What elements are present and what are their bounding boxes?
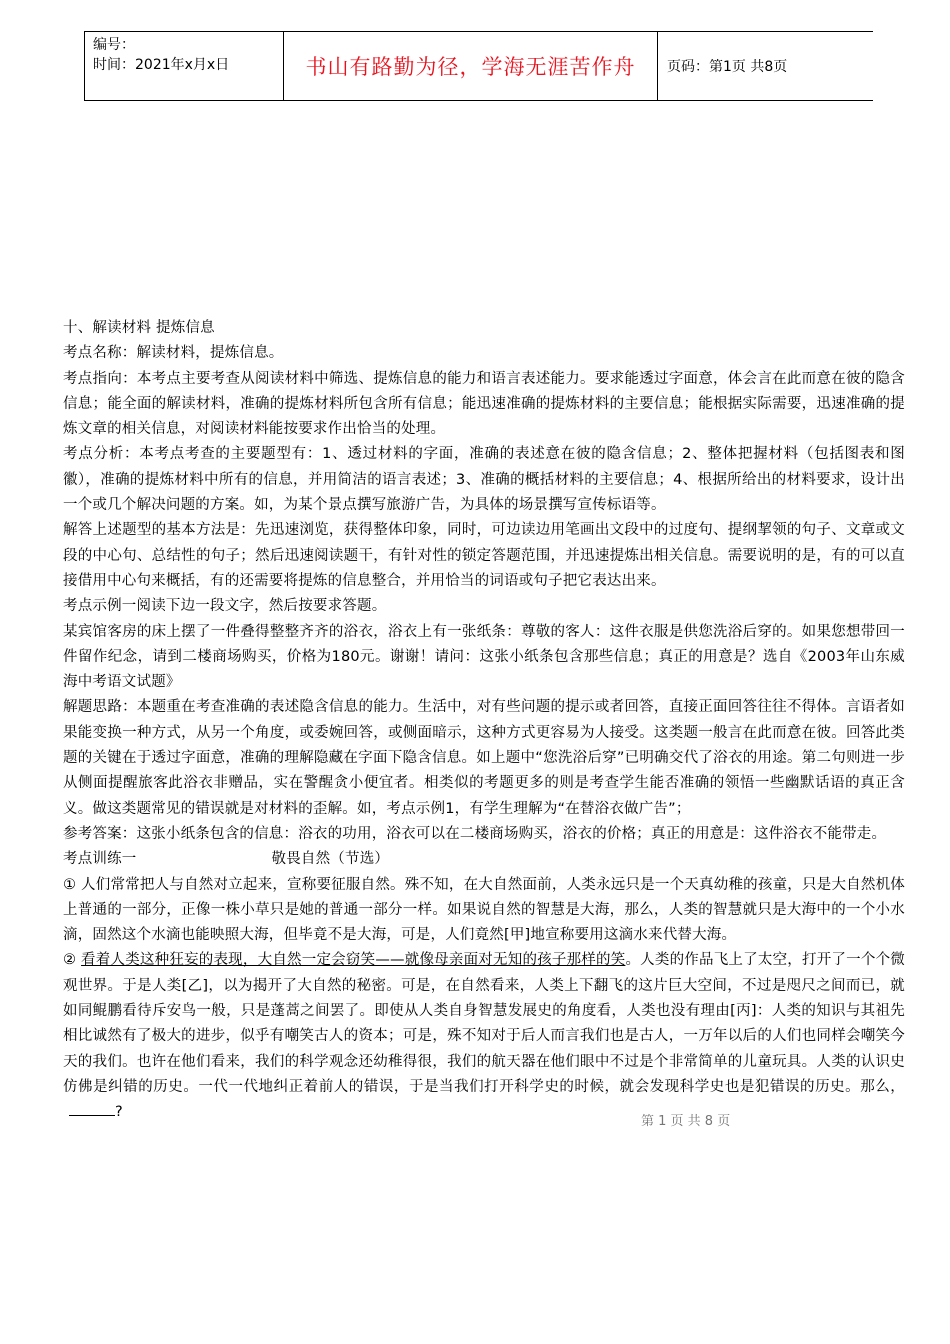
paragraph-kaodian-analysis: 考点分析：本考点考查的主要题型有：1、透过材料的字面，准确的表述意在彼的隐含信息；2、整体把握材料（包括图表和图徽），准确的提炼材料中所有的信息，并用简洁的语言表述；3、准确的概括材料的主要信息；4、根据所给出的材料要求，设计出一个或几个解决问题的方案。如，为某个景点撰写旅游广告，为具体的场景撰写宣传标语等。 [63, 446, 905, 514]
section-title: 十、解读材料 提炼信息 [63, 320, 215, 336]
paragraph-example-text: 某宾馆客房的床上摆了一件叠得整整齐齐的浴衣，浴衣上有一张纸条：尊敬的客人：这件衣服是供您洗浴后穿的。如果您想带回一件留作纪念，请到二楼商场购买，价格为180元。谢谢！请问：这张小纸条包含那些信息；真正的用意是？选自《2003年山东威海中考语文试题》 [63, 623, 905, 691]
exercise-title-line [63, 847, 905, 872]
passage-paragraph-2 [63, 948, 905, 1125]
page-number-overlay: 第 1 页 共 8 页 [641, 1110, 730, 1129]
date-label: 时间：2021年x月x日 [93, 57, 230, 73]
paragraph-marker: ② [63, 952, 82, 969]
motto-text: 书山有路勤为径，学海无涯苦作舟 [305, 55, 636, 79]
page-info: 页码：第1页 共8页 [667, 59, 788, 75]
paragraph-kaodian-direction: 考点指向：本考点主要考查从阅读材料中筛选、提炼信息的能力和语言表述能力。要求能透过字面意，体会言在此而意在彼的隐含信息；能全面的解读材料，准确的提炼材料所包含所有信息；能迅速准确的提炼材料的主要信息；能根据实际需要，迅速准确的提炼文章的相关信息，对阅读材料能按要求作出恰当的处理。 [63, 370, 905, 438]
header-motto-cell [284, 32, 658, 100]
document-header [84, 31, 873, 101]
passage-paragraph-1: ① 人们常常把人与自然对立起来，宣称要征服自然。殊不知，在大自然面前，人类永远只是一个天真幼稚的孩童，只是大自然机体上普通的一部分，正像一株小草只是她的普通一部分一样。如果说自然的智慧是大海，那么，人类的智慧就只是大海中的一个小水滴，固然这个水滴也能映照大海，但毕竟不是大海，可是，人们竟然[甲]地宣称要用这滴水来代替大海。 [63, 876, 905, 944]
header-meta [85, 32, 284, 100]
passage-paragraph-2-rest: 。人类的作品飞上了太空，打开了一个个微观世界。于是人类[乙]，以为揭开了大自然的秘密。可是，在自然看来，人类上下翻飞的这片巨大空间，不过是咫尺之间而已，就如同鲲鹏看待斥安鸟一般，只是蓬蒿之间罢了。即使从人类自身智慧发展史的角度看，人类也没有理由[丙]：人类的知识与其祖先相比诚然有了极大的进步，似乎有嘲笑古人的资本；可是，殊不知对于后人而言我们也是古人，一万年以后的人们也同样会嘲笑今天的我们。也许在他们看来，我们的科学观念还幼稚得很，我们的航天器在他们眼中不过是个非常简单的儿童玩具。人类的认识史仿佛是纠错的历史。一代一代地纠正着前人的错误，于是当我们打开科学史的时候，就会发现科学史也是犯错误的历史。那么， [63, 952, 905, 1095]
underlined-sentence: 看着人类这种狂妄的表现，大自然一定会窃笑——就像母亲面对无知的孩子那样的笑 [81, 952, 626, 969]
paragraph-answer: 参考答案：这张小纸条包含的信息：浴衣的功用，浴衣可以在二楼商场购买，浴衣的价格；真正的用意是：这件浴衣不能带走。 [63, 825, 887, 842]
document-body [63, 316, 905, 1126]
answer-blank[interactable] [69, 1101, 115, 1116]
exercise-label: 考点训练一 [63, 851, 137, 868]
paragraph-kaodian-name: 考点名称：解读材料，提炼信息。 [63, 345, 284, 362]
passage-title: 敬畏自然（节选） [271, 851, 390, 868]
paragraph-solution: 解题思路：本题重在考查准确的表述隐含信息的能力。生活中，对有些问题的提示或者回答，直接正面回答往往不得体。言语者如果能变换一种方式，从另一个角度，或委婉回答，或侧面暗示，这种方式更容易为人接受。这类题一般言在此而意在彼。回答此类题的关键在于透过字面意，准确的理解隐藏在字面下隐含信息。如上题中“您洗浴后穿”已明确交代了浴衣的用途。第二句则进一步从侧面提醒旅客此浴衣非赠品，实在警醒贪小便宜者。相类似的考题更多的则是考查学生能否准确的领悟一些幽默话语的真正含义。做这类题常见的错误就是对材料的歪解。如，考点示例1，有学生理解为“在替浴衣做广告”； [63, 699, 905, 817]
paragraph-example-intro: 考点示例一阅读下边一段文字，然后按要求答题。 [63, 598, 387, 615]
question-mark: ? [115, 1104, 123, 1121]
number-label: 编号： [93, 37, 135, 53]
paragraph-method: 解答上述题型的基本方法是：先迅速浏览，获得整体印象，同时，可边读边用笔画出文段中的过度句、提纲挈领的句子、文章或文段的中心句、总结性的句子；然后迅速阅读题干，有针对性的锁定答题范围，并迅速提炼出相关信息。需要说明的是，有的可以直接借用中心句来概括，有的还需要将提炼的信息整合，并用恰当的词语或句子把它表达出来。 [63, 522, 905, 589]
